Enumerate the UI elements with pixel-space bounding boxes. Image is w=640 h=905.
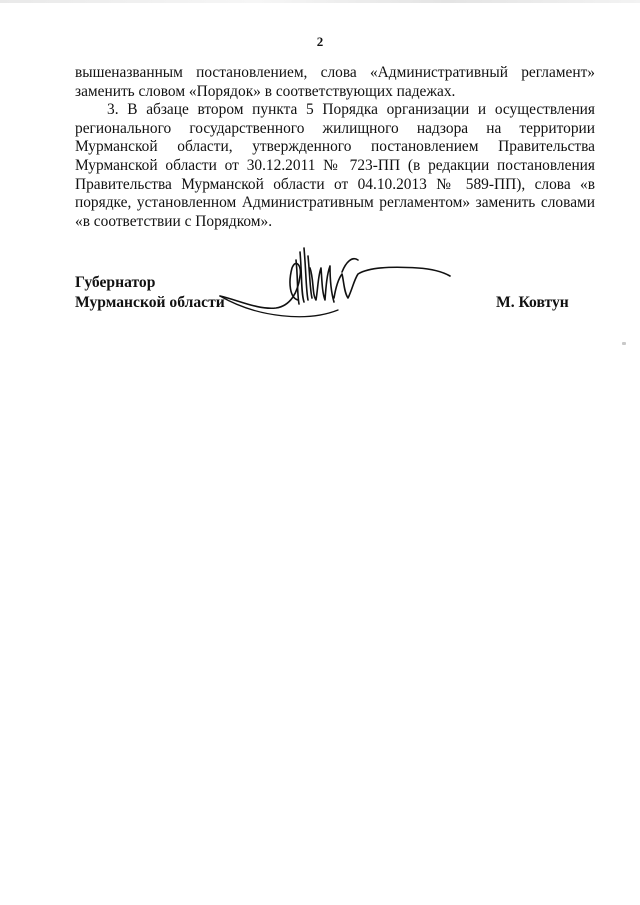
text-line: регионального государственного жилищного надзора на территории (75, 119, 595, 137)
signer-name: М. Ковтун (496, 294, 569, 311)
signatory-position (75, 273, 225, 313)
text-line: вышеназванным постановлением, слова «Административный регламент» (75, 64, 595, 81)
text-line: Мурманской области, утвержденного постановлением Правительства (75, 138, 595, 156)
page-number: 2 (316, 34, 324, 49)
paragraph-item-3 (75, 101, 595, 231)
paragraph-continuation (75, 64, 595, 101)
scan-speck (622, 342, 626, 345)
document-body (75, 64, 595, 231)
handwritten-signature (218, 238, 458, 333)
text-line: заменить словом «Порядок» в соответствующих падежах. (75, 82, 456, 100)
signature-drawing (218, 238, 458, 333)
text-line: Правительства Мурманской области от 04.10.2013 № 589-ПП), слова «в (75, 175, 595, 193)
text-line: порядке, установленном Административным регламентом» заменить словами (75, 194, 595, 212)
position-title: Губернатор (75, 274, 156, 291)
text-line: «в соответствии с Порядком». (75, 212, 273, 230)
position-region: Мурманской области (75, 294, 225, 311)
scan-edge (0, 0, 640, 3)
text-line: Мурманской области от 30.12.2011 № 723-ПП (в редакции постановления (75, 156, 595, 174)
text-line: 3. В абзаце втором пункта 5 Порядка организации и осуществления (107, 101, 595, 119)
